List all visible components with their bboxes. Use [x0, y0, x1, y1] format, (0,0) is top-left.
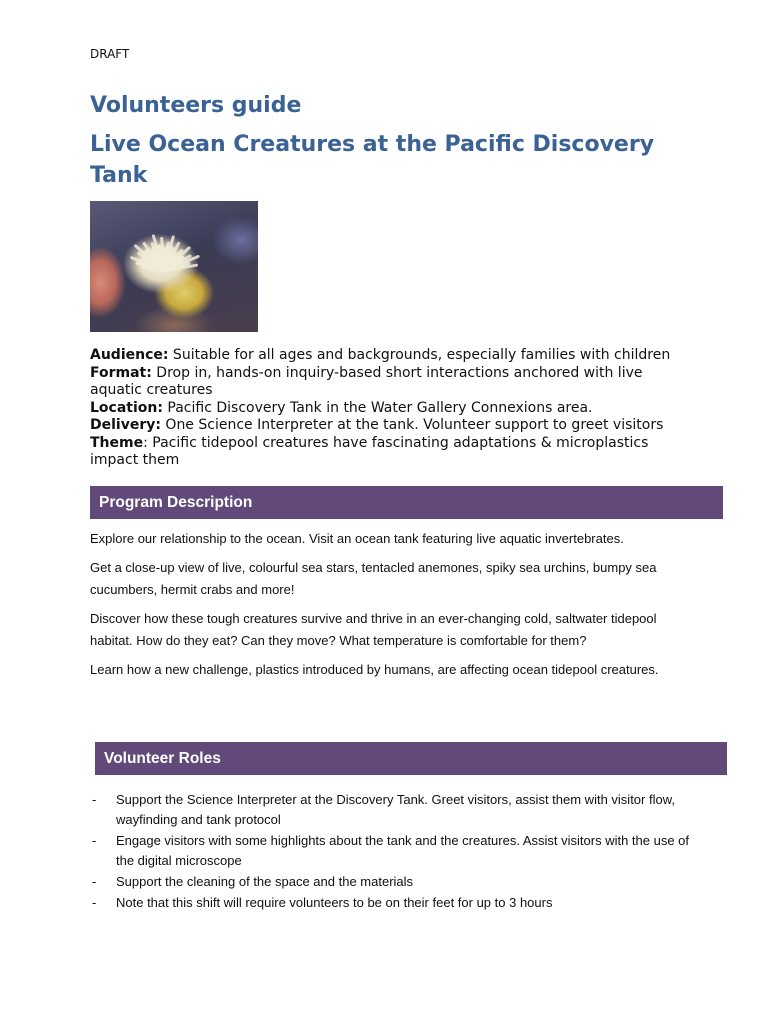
description-paragraph: Learn how a new challenge, plastics introduced by humans, are affecting ocean tidepool creatures. — [90, 662, 659, 677]
fact-label: Format: — [90, 364, 152, 381]
fact-label: Audience: — [90, 347, 169, 363]
dash-bullet: - — [92, 895, 97, 910]
role-text: Note that this shift will require volunteers to be on their feet for up to 3 hours — [116, 895, 553, 910]
volunteer-roles-list — [90, 790, 690, 914]
fact-location — [90, 400, 690, 418]
role-text: Engage visitors with some highlights about the tank and the creatures. Assist visitors with the use of the digital microscope — [116, 833, 690, 868]
guide-heading: Volunteers guide — [90, 93, 302, 118]
draft-label: DRAFT — [90, 47, 130, 61]
fact-text: : Pacific tidepool creatures have fascinating adaptations & microplastics impact them — [90, 434, 649, 468]
program-description — [90, 528, 680, 688]
fact-audience — [90, 347, 690, 365]
program-facts — [90, 347, 690, 470]
fact-label: Delivery: — [90, 417, 161, 433]
fact-theme — [90, 435, 690, 470]
list-item — [90, 831, 690, 871]
fact-label: Location: — [90, 399, 163, 416]
program-description-heading: Program Description — [90, 486, 723, 519]
fact-label: Theme — [90, 434, 144, 451]
role-text: Support the cleaning of the space and the materials — [116, 874, 414, 889]
dash-bullet: - — [92, 792, 97, 807]
list-item — [90, 893, 690, 913]
list-item — [90, 872, 690, 892]
page-title: Live Ocean Creatures at the Pacific Discovery Tank — [90, 132, 655, 188]
fact-text: One Science Interpreter at the tank. Volunteer support to greet visitors — [160, 417, 664, 433]
volunteer-roles-heading: Volunteer Roles — [95, 742, 727, 775]
role-text: Support the Science Interpreter at the Discovery Tank. Greet visitors, assist them with visitor flow, wayfinding and tank protocol — [116, 792, 675, 827]
fact-text: Suitable for all ages and backgrounds, especially families with children — [168, 347, 671, 363]
list-item — [90, 790, 690, 830]
description-paragraph: Discover how these tough creatures survive and thrive in an ever-changing cold, saltwater tidepool habitat. How do they eat? Can they move? What temperature is comfortable for them? — [90, 611, 657, 648]
description-paragraph: Get a close-up view of live, colourful sea stars, tentacled anemones, spiky sea urchins, bumpy sea cucumbers, hermit crabs and more! — [90, 560, 657, 597]
fact-text: Pacific Discovery Tank in the Water Gallery Connexions area. — [162, 399, 593, 416]
dash-bullet: - — [92, 833, 97, 848]
fact-format — [90, 365, 690, 400]
dash-bullet: - — [92, 874, 97, 889]
fact-text: Drop in, hands-on inquiry-based short interactions anchored with live aquatic creatures — [90, 364, 643, 398]
description-paragraph: Explore our relationship to the ocean. Visit an ocean tank featuring live aquatic invertebrates. — [90, 531, 624, 546]
sea-anemone-photo — [90, 201, 258, 332]
fact-delivery — [90, 417, 690, 435]
